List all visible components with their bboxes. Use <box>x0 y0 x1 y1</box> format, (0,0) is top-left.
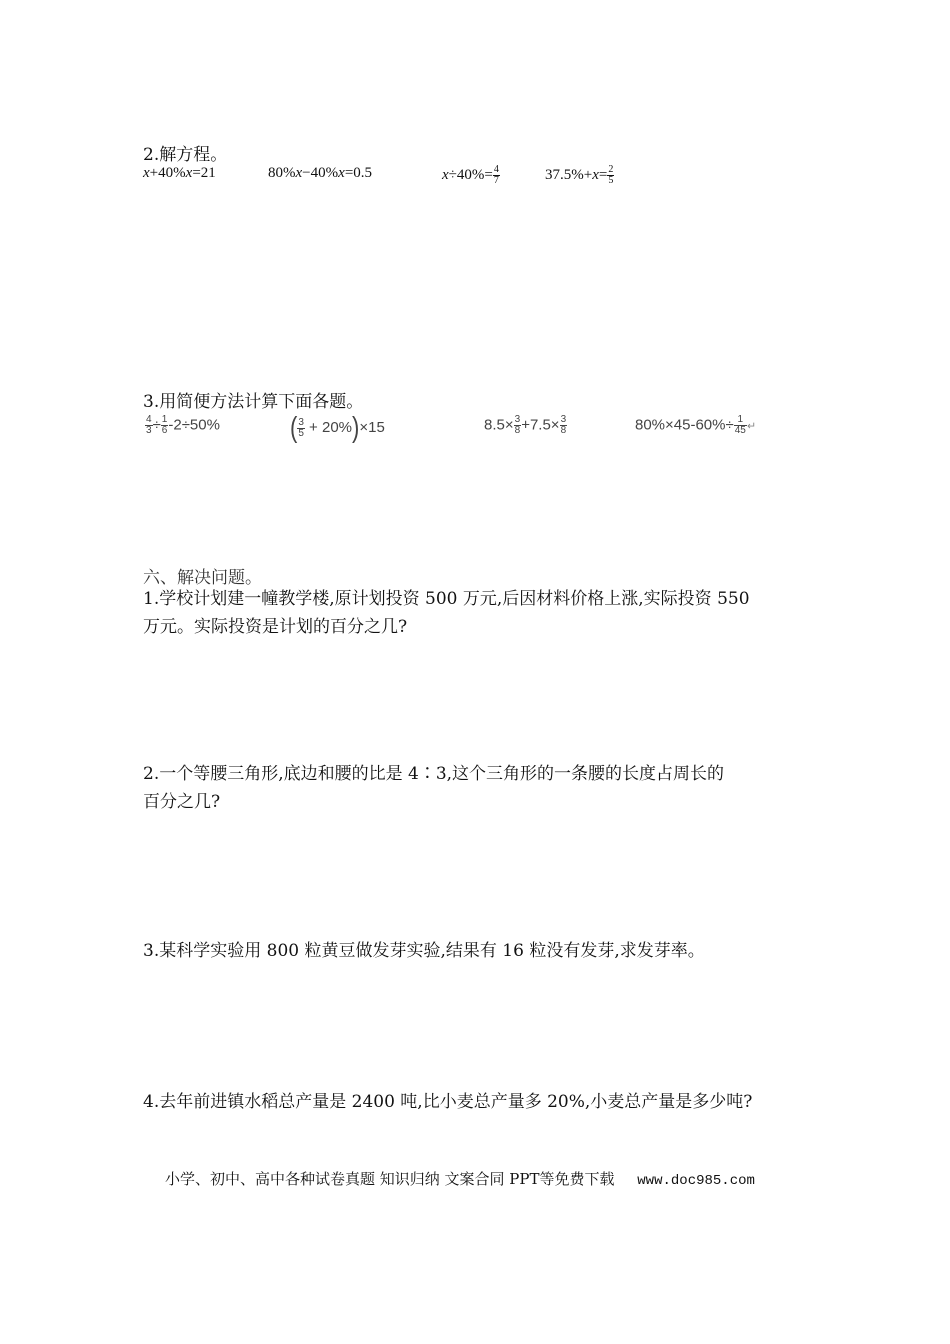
footer-text: 小学、初中、高中各种试卷真题 知识归纳 文案合同 PPT等免费下载 <box>165 1170 615 1188</box>
calc-problem-4: 80%×45-60%÷ $\frac{1}{45}$ ↵ <box>635 414 757 436</box>
problem-2-line-1: 2.一个等腰三角形,底边和腰的比是 4∶3,这个三角形的一条腰的长度占周长的 <box>143 764 725 784</box>
problem-1-line-2: 万元。实际投资是计划的百分之几? <box>143 617 408 637</box>
section-3-title: 3.用简便方法计算下面各题。 <box>143 392 364 412</box>
equation-4: 37.5%+x= $\frac{2}{5}$ <box>545 164 614 186</box>
problem-1-line-1: 1.学校计划建一幢教学楼,原计划投资 500 万元,后因材料价格上涨,实际投资 550 <box>143 589 750 609</box>
problem-4: 4.去年前进镇水稻总产量是 2400 吨,比小麦总产量多 20%,小麦总产量是多少吨? <box>143 1092 753 1112</box>
problem-1 <box>143 585 750 641</box>
fraction: $\frac{4}{7}$ <box>493 164 499 186</box>
return-mark-icon: ↵ <box>746 420 757 433</box>
equation-1: x+40%x=21 <box>143 165 216 181</box>
section-6-title: 六、解决问题。 <box>143 568 262 588</box>
calc-problem-1: $\frac{4}{3}$ ÷ $\frac{1}{6}$ -2÷50% <box>146 414 220 436</box>
problem-2-line-2: 百分之几? <box>143 792 221 812</box>
footer <box>165 1168 755 1189</box>
calc-problem-2: ( $\frac{3}{5}$ + 20%)×15 <box>290 411 385 444</box>
problem-2 <box>143 760 724 816</box>
calc-problem-3: 8.5× $\frac{3}{8}$ +7.5× $\frac{3}{8}$ <box>484 414 567 436</box>
section-2-title: 2.解方程。 <box>143 145 228 165</box>
problem-3: 3.某科学实验用 800 粒黄豆做发芽实验,结果有 16 粒没有发芽,求发芽率。 <box>143 941 705 961</box>
fraction: $\frac{2}{5}$ <box>608 164 614 186</box>
equation-2: 80%x−40%x=0.5 <box>268 165 373 181</box>
footer-url[interactable]: www.doc985.com <box>637 1173 755 1189</box>
equation-3: x÷40%= $\frac{4}{7}$ <box>442 164 499 186</box>
